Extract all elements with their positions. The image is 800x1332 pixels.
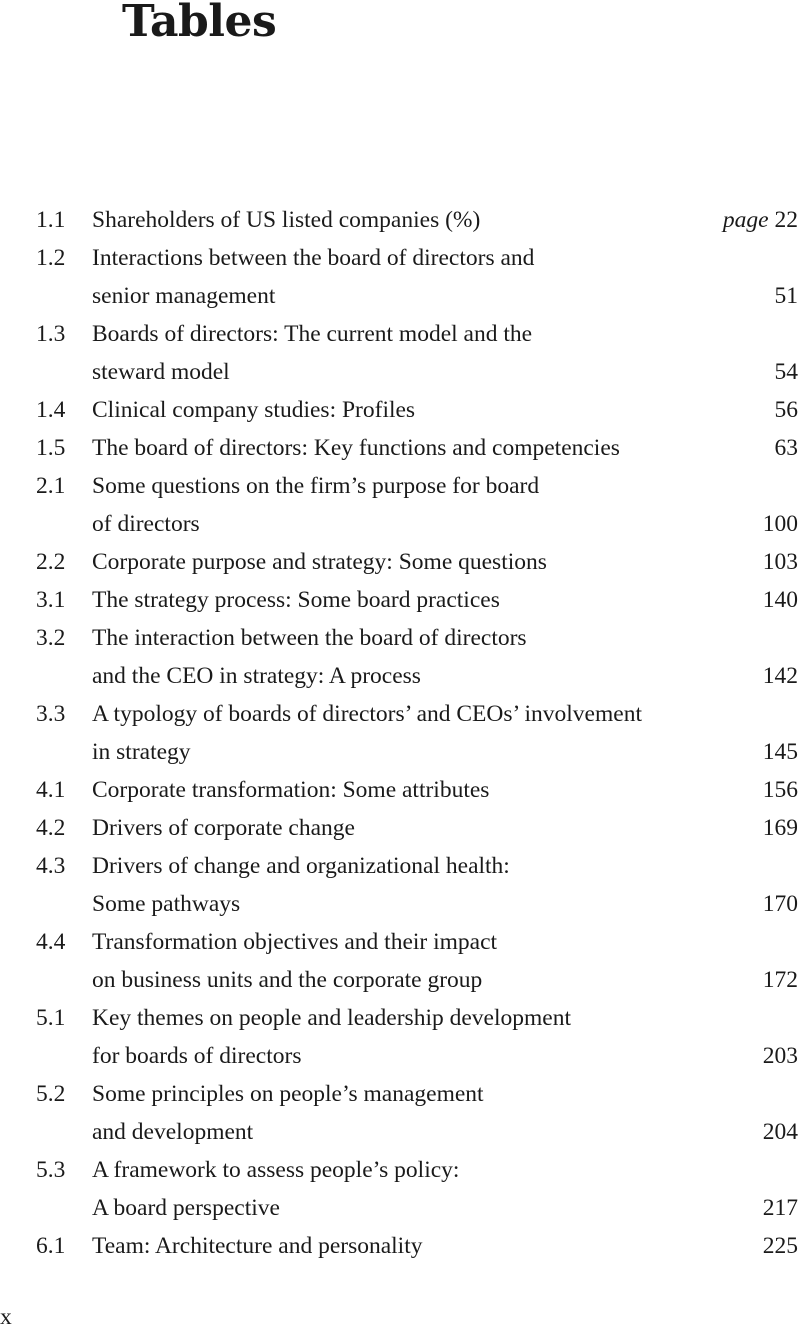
table-number: 2.2 (36, 549, 66, 575)
page-number (763, 885, 798, 923)
table-title (92, 1151, 710, 1227)
table-number: 2.1 (36, 473, 66, 499)
page-number (775, 353, 799, 391)
table-number: 5.1 (36, 1005, 66, 1031)
table-number: 1.2 (36, 245, 66, 271)
page-number (763, 733, 798, 771)
table-number: 3.1 (36, 587, 66, 613)
table-title (92, 695, 710, 771)
table-title-line: Boards of directors: The current model and the (92, 321, 533, 347)
table-title-line: A typology of boards of directors’ and CEOs’ involvement (92, 701, 642, 727)
table-title-line: Some principles on people’s management (92, 1081, 484, 1107)
table-entry[interactable] (0, 581, 800, 619)
table-title-line: The interaction between the board of directors (92, 625, 527, 651)
page-prefix: page (722, 207, 769, 233)
table-number: 3.3 (36, 701, 66, 727)
table-title (92, 391, 710, 429)
table-entry[interactable] (0, 391, 800, 429)
table-title-line: A framework to assess people’s policy: (92, 1157, 460, 1183)
table-number: 4.3 (36, 853, 66, 879)
table-title-line: for boards of directors (92, 1043, 302, 1069)
table-title (92, 581, 710, 619)
page-folio: x (0, 1304, 12, 1330)
table-entry[interactable] (0, 847, 800, 923)
table-title-line: The board of directors: Key functions and competencies (92, 435, 620, 461)
page-value: 170 (762, 891, 798, 917)
table-entry[interactable] (0, 1151, 800, 1227)
table-title-line: Some questions on the firm’s purpose for board (92, 473, 540, 499)
page-value: 203 (762, 1043, 798, 1069)
table-number: 5.3 (36, 1157, 66, 1183)
table-entry[interactable] (0, 315, 800, 391)
page-number (763, 1037, 798, 1075)
table-title (92, 429, 710, 467)
table-title-line: The strategy process: Some board practices (92, 587, 500, 613)
table-number: 1.5 (36, 435, 66, 461)
page-value: 217 (762, 1195, 798, 1221)
table-title-line: Clinical company studies: Profiles (92, 397, 416, 423)
table-title (92, 771, 710, 809)
page-number (775, 391, 799, 429)
page-value: 225 (762, 1233, 798, 1259)
page-number (775, 429, 799, 467)
page-title: Tables (122, 0, 277, 47)
page-value: 51 (774, 283, 798, 309)
table-entry[interactable] (0, 201, 800, 239)
table-title (92, 543, 710, 581)
page-value: 22 (774, 207, 798, 233)
table-title (92, 999, 710, 1075)
table-number: 1.4 (36, 397, 66, 423)
table-number: 4.4 (36, 929, 66, 955)
table-number: 4.1 (36, 777, 66, 803)
table-entry[interactable] (0, 239, 800, 315)
page-number (763, 657, 798, 695)
page-number (763, 1227, 798, 1265)
table-title-line: Drivers of corporate change (92, 815, 355, 841)
table-title (92, 809, 710, 847)
page-number (763, 771, 798, 809)
page-value: 204 (762, 1119, 798, 1145)
table-entry[interactable] (0, 429, 800, 467)
page-value: 63 (774, 435, 798, 461)
page-value: 100 (762, 511, 798, 537)
page-value: 156 (762, 777, 798, 803)
table-title (92, 619, 710, 695)
table-number: 3.2 (36, 625, 66, 651)
page-number (763, 1189, 798, 1227)
table-title-line: Corporate purpose and strategy: Some questions (92, 549, 547, 575)
table-number: 6.1 (36, 1233, 66, 1259)
table-list (0, 201, 800, 1265)
page-number (763, 1113, 798, 1151)
table-title (92, 1227, 710, 1265)
table-entry[interactable] (0, 1227, 800, 1265)
table-title-line: Key themes on people and leadership development (92, 1005, 571, 1031)
page-value: 54 (774, 359, 798, 385)
table-number: 4.2 (36, 815, 66, 841)
table-title-line: on business units and the corporate group (92, 967, 483, 993)
page-value: 103 (762, 549, 798, 575)
table-title-line: steward model (92, 359, 230, 385)
table-title-line: Interactions between the board of directors and (92, 245, 535, 271)
table-title-line: senior management (92, 283, 276, 309)
table-title (92, 467, 710, 543)
table-title-line: and development (92, 1119, 254, 1145)
page-number (763, 543, 798, 581)
table-entry[interactable] (0, 1075, 800, 1151)
page-number (763, 961, 798, 999)
table-title-line: Some pathways (92, 891, 241, 917)
table-title-line: and the CEO in strategy: A process (92, 663, 421, 689)
table-title-line: in strategy (92, 739, 191, 765)
table-title-line: Shareholders of US listed companies (%) (92, 207, 481, 233)
table-entry[interactable] (0, 543, 800, 581)
page-value: 56 (774, 397, 798, 423)
page-value: 169 (762, 815, 798, 841)
table-title (92, 239, 710, 315)
table-title-line: Corporate transformation: Some attributes (92, 777, 490, 803)
table-title-line: Team: Architecture and personality (92, 1233, 423, 1259)
page-value: 140 (762, 587, 798, 613)
page-number (763, 809, 798, 847)
table-entry[interactable] (0, 619, 800, 695)
table-number: 1.1 (36, 207, 66, 233)
page-value: 145 (762, 739, 798, 765)
table-entry[interactable] (0, 467, 800, 543)
table-entry[interactable] (0, 695, 800, 771)
table-entry[interactable] (0, 999, 800, 1075)
table-title-line: Drivers of change and organizational health: (92, 853, 510, 879)
table-title (92, 201, 710, 239)
table-title (92, 923, 710, 999)
table-entry[interactable] (0, 809, 800, 847)
page-value: 142 (762, 663, 798, 689)
table-title-line: A board perspective (92, 1195, 280, 1221)
table-entry[interactable] (0, 923, 800, 999)
table-title (92, 847, 710, 923)
page-number (763, 581, 798, 619)
page-number (723, 201, 798, 239)
table-title (92, 315, 710, 391)
page-value: 172 (762, 967, 798, 993)
page-number (775, 277, 799, 315)
table-title-line: of directors (92, 511, 200, 537)
table-title-line: Transformation objectives and their impact (92, 929, 498, 955)
table-number: 1.3 (36, 321, 66, 347)
table-entry[interactable] (0, 771, 800, 809)
page-number (763, 505, 798, 543)
table-title (92, 1075, 710, 1151)
table-number: 5.2 (36, 1081, 66, 1107)
